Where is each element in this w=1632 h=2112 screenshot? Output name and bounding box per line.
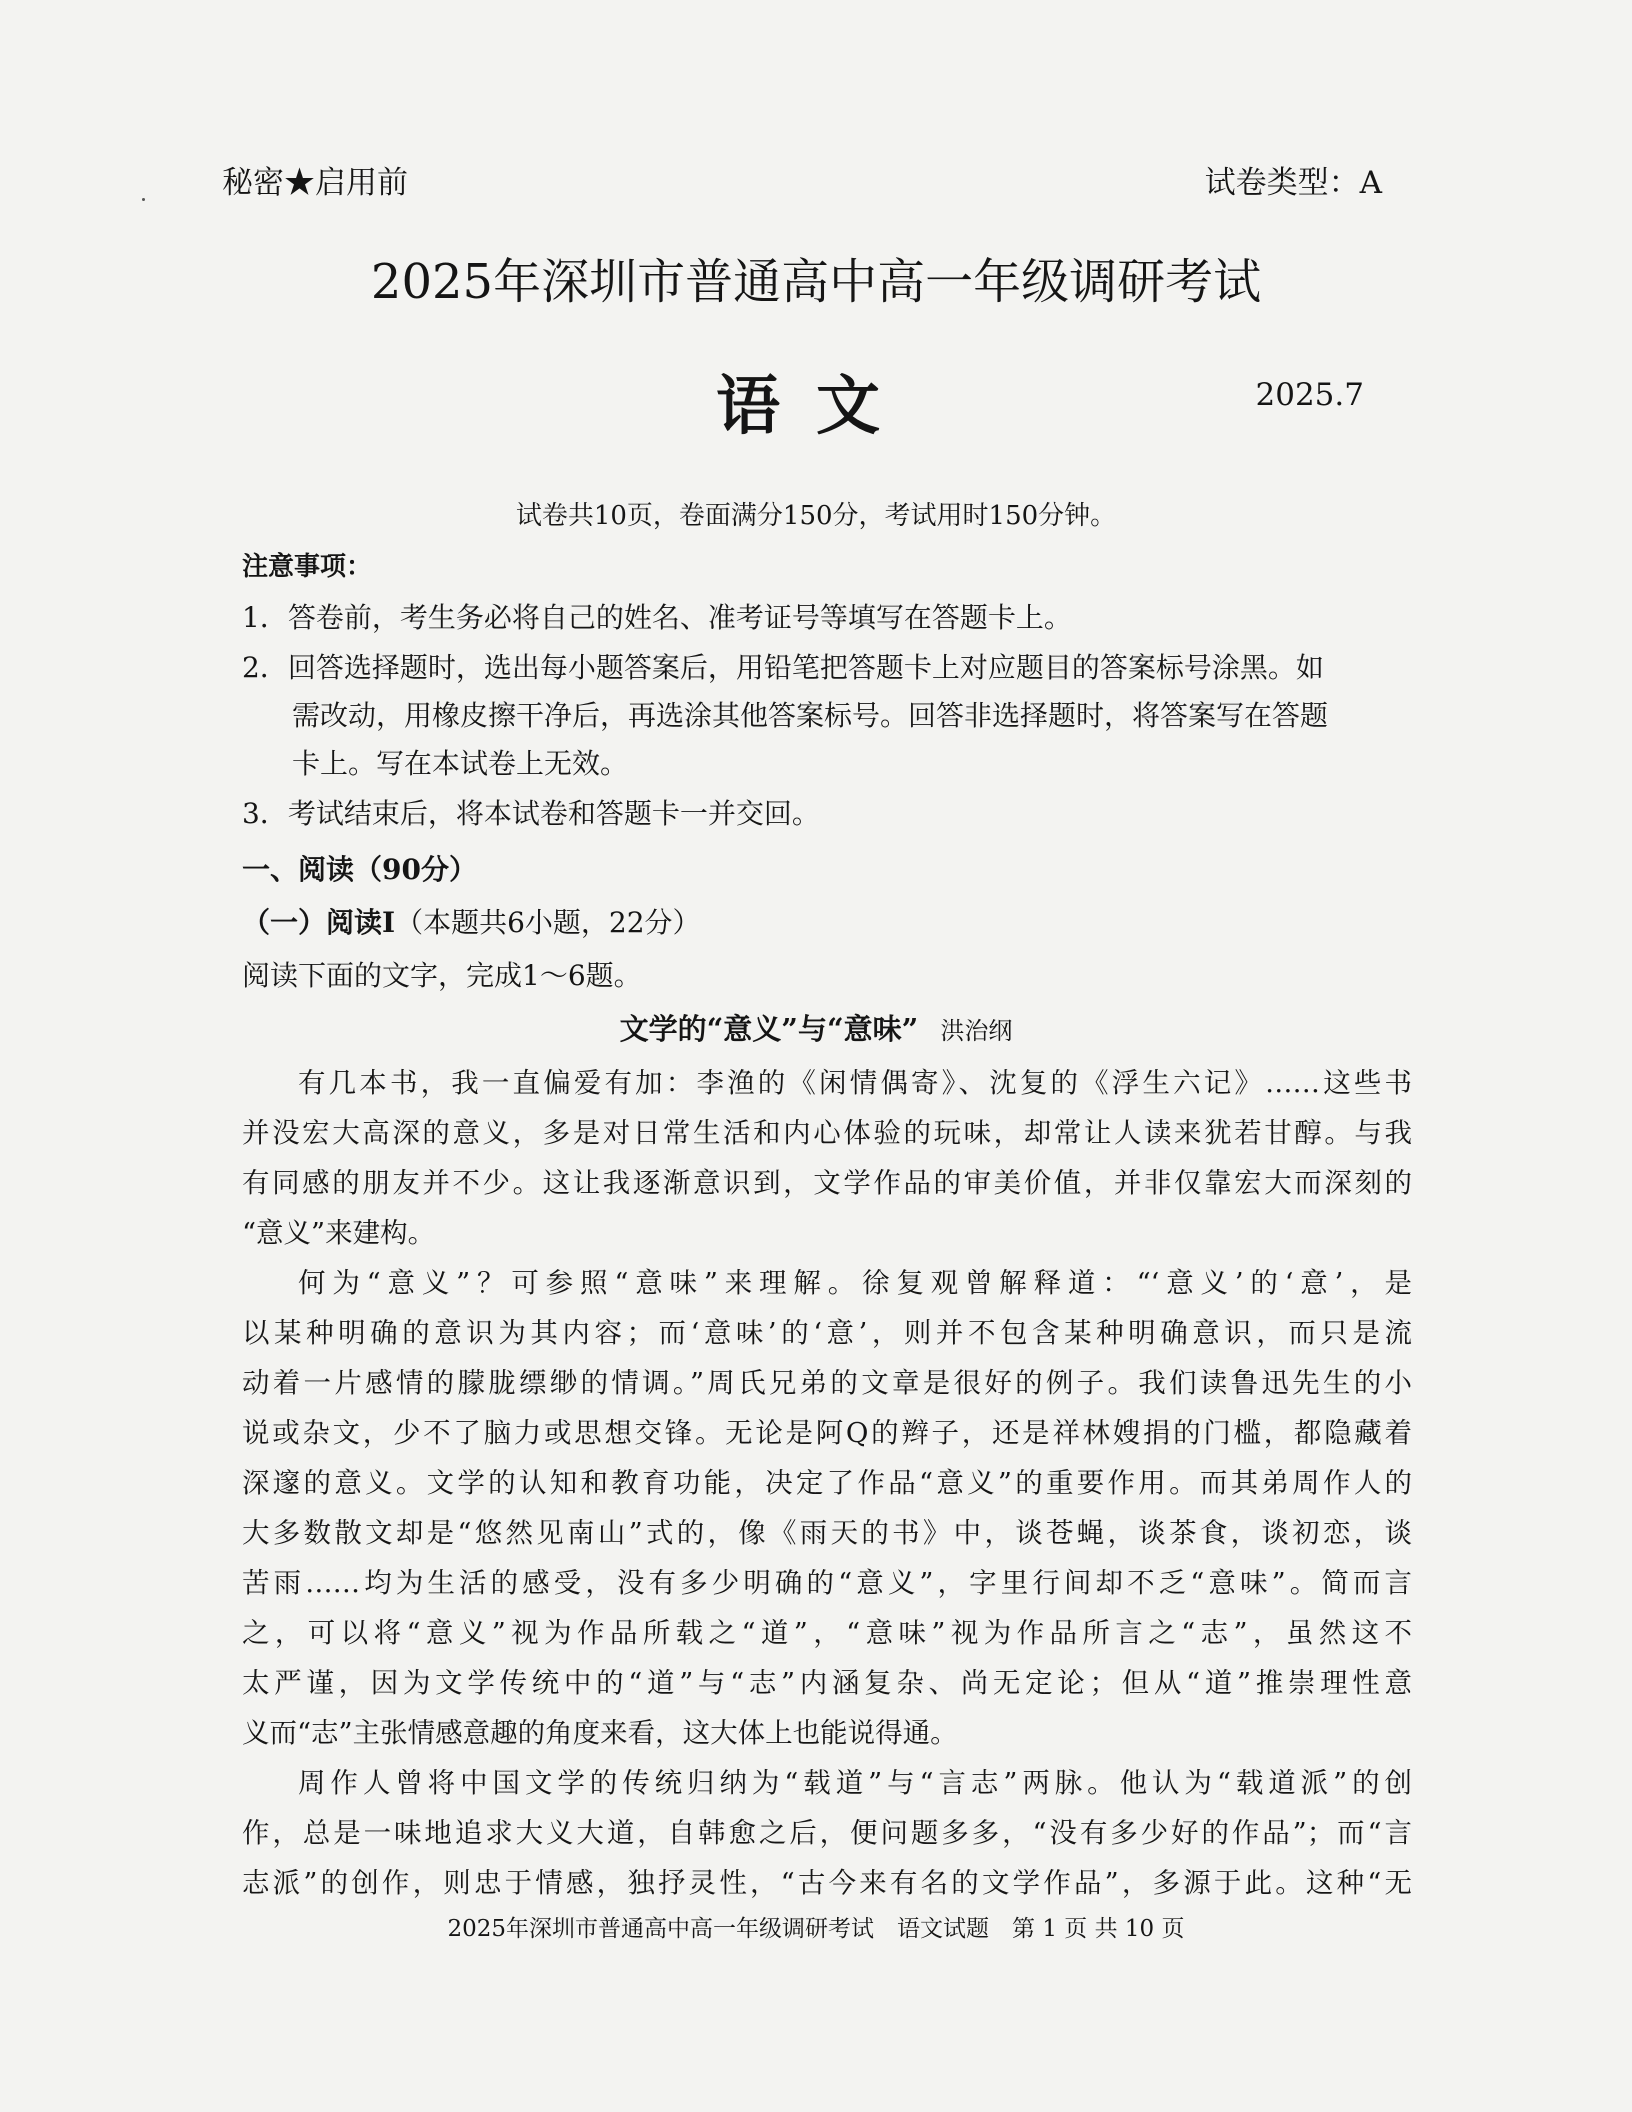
scan-speck [142, 198, 145, 201]
essay-line: 动着一片感情的朦胧缥缈的情调。”周氏兄弟的文章是很好的例子。我们读鲁迅先生的小 [242, 1367, 1412, 1399]
essay-line: 说或杂文，少不了脑力或思想交锋。无论是阿Q的辫子，还是祥林嫂捐的门槛，都隐藏着 [242, 1417, 1412, 1449]
essay-line: 有同感的朋友并不少。这让我逐渐意识到，文学作品的审美价值，并非仅靠宏大而深刻的 [242, 1167, 1412, 1199]
essay-line: 并没宏大高深的意义，多是对日常生活和内心体验的玩味，却常让人读来犹若甘醇。与我 [242, 1117, 1412, 1149]
paper-type-label: 试卷类型：A [1204, 165, 1382, 201]
page-footer: 2025年深圳市普通高中高一年级调研考试 语文试题 第 1 页 共 10 页 [447, 1916, 1185, 1942]
essay-line: “意义”来建构。 [242, 1217, 436, 1249]
essay-line: 深邃的意义。文学的认知和教育功能，决定了作品“意义”的重要作用。而其弟周作人的 [242, 1467, 1412, 1499]
essay-line: 之，可以将“意义”视为作品所载之“道”，“意味”视为作品所言之“志”，虽然这不 [242, 1617, 1412, 1649]
note-item-2-cont: 需改动，用橡皮擦干净后，再选涂其他答案标号。回答非选择题时，将答案写在答题 [292, 699, 1329, 732]
essay-line: 有几本书，我一直偏爱有加：李渔的《闲情偶寄》、沈复的《浮生六记》……这些书 [298, 1067, 1412, 1099]
note-item-1: 1．答卷前，考生务必将自己的姓名、准考证号等填写在答题卡上。 [242, 601, 1072, 634]
essay-line: 太严谨，因为文学传统中的“道”与“志”内涵复杂、尚无定论；但从“道”推崇理性意 [242, 1667, 1412, 1699]
section-title: 一、阅读（90分） [242, 853, 477, 886]
exam-title: 2025年深圳市普通高中高一年级调研考试 [370, 254, 1262, 310]
essay-author: 洪治纲 [940, 1017, 1013, 1045]
essay-line: 以某种明确的意识为其内容；而‘意味’的‘意’，则并不包含某种明确意识，而只是流 [242, 1317, 1412, 1349]
subsection-title [242, 901, 701, 941]
note-item-3: 3．考试结束后，将本试卷和答题卡一并交回。 [242, 797, 820, 830]
essay-line: 志派”的创作，则忠于情感，独抒灵性，“古今来有名的文学作品”，多源于此。这种“无 [242, 1867, 1412, 1899]
subsection-label: （一）阅读Ⅰ [242, 906, 396, 939]
essay-line: 何为“意义”？可参照“意味”来理解。徐复观曾解释道：“‘意义’的‘意’，是 [298, 1267, 1412, 1299]
note-item-2: 2．回答选择题时，选出每小题答案后，用铅笔把答题卡上对应题目的答案标号涂黑。如 [242, 651, 1324, 684]
essay-title: 文学的“意义”与“意味” [619, 1012, 919, 1046]
exam-date: 2025.7 [1255, 377, 1364, 413]
note-item-2-cont: 卡上。写在本试卷上无效。 [292, 747, 629, 780]
essay-line: 苦雨……均为生活的感受，没有多少明确的“意义”，字里行间却不乏“意味”。简而言 [242, 1567, 1412, 1599]
reading-instruction: 阅读下面的文字，完成1～6题。 [242, 959, 642, 992]
notes-title: 注意事项： [242, 552, 373, 582]
essay-line: 作，总是一味地追求大义大道，自韩愈之后，便问题多多，“没有多少好的作品”；而“言 [242, 1817, 1412, 1849]
essay-title-row [0, 1007, 1632, 1048]
subsection-detail: （本题共6小题，22分） [395, 906, 701, 939]
essay-line: 大多数散文却是“悠然见南山”式的，像《雨天的书》中，谈苍蝇，谈茶食，谈初恋，谈 [242, 1517, 1412, 1549]
essay-line: 周作人曾将中国文学的传统归纳为“载道”与“言志”两脉。他认为“载道派”的创 [298, 1767, 1412, 1799]
essay-line: 义而“志”主张情感意趣的角度来看，这大体上也能说得通。 [242, 1717, 958, 1749]
subject-title: 语文 [716, 369, 916, 444]
exam-intro: 试卷共10页，卷面满分150分，考试用时150分钟。 [515, 501, 1117, 531]
confidential-label: 秘密★启用前 [222, 165, 408, 201]
